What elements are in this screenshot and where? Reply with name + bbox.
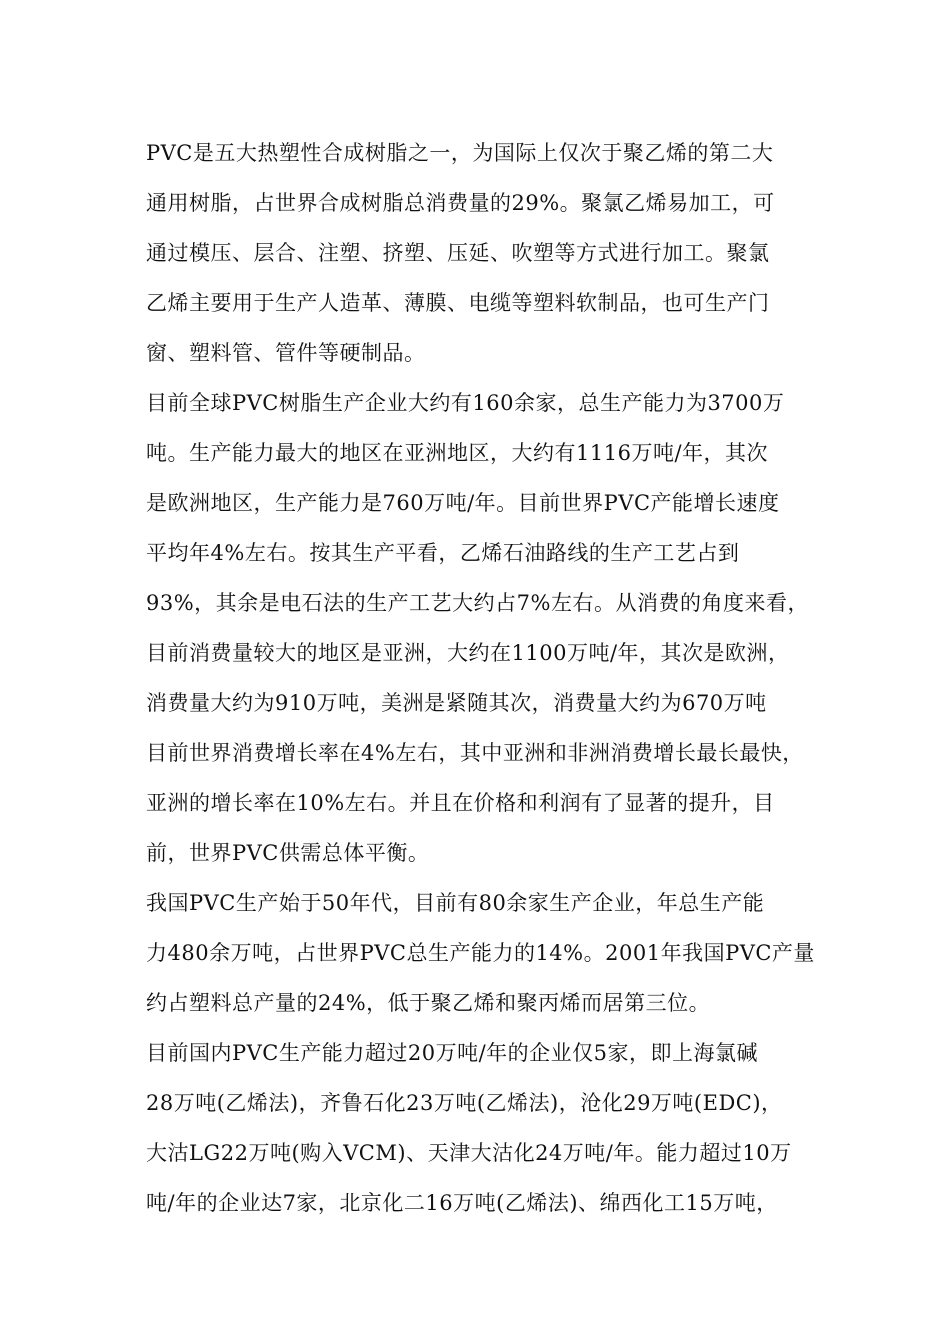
text-line: 吨/年的企业达7家，北京化二16万吨(乙烯法)、绵西化工15万吨， xyxy=(146,1191,778,1215)
text-line: 平均年4%左右。按其生产平看，乙烯石油路线的生产工艺占到 xyxy=(146,541,740,565)
text-line: PVC是五大热塑性合成树脂之一，为国际上仅次于聚乙烯的第二大 xyxy=(146,141,774,165)
text-line: 通过模压、层合、注塑、挤塑、压延、吹塑等方式进行加工。聚氯 xyxy=(146,241,770,265)
text-line: 通用树脂，占世界合成树脂总消费量的29%。聚氯乙烯易加工，可 xyxy=(146,191,775,215)
text-line: 目前世界消费增长率在4%左右，其中亚洲和非洲消费增长最长最快， xyxy=(146,741,804,765)
document-body xyxy=(146,128,826,1228)
text-line: 约占塑料总产量的24%，低于聚乙烯和聚丙烯而居第三位。 xyxy=(146,991,711,1015)
text-line: 是欧洲地区，生产能力是760万吨/年。目前世界PVC产能增长速度 xyxy=(146,491,780,515)
text-line: 28万吨(乙烯法)，齐鲁石化23万吨(乙烯法)，沧化29万吨(EDC)， xyxy=(146,1091,783,1115)
text-line: 力480余万吨，占世界PVC总生产能力的14%。2001年我国PVC产量 xyxy=(146,941,815,965)
text-line: 我国PVC生产始于50年代，目前有80余家生产企业，年总生产能 xyxy=(146,891,765,915)
text-line: 消费量大约为910万吨，美洲是紧随其次，消费量大约为670万吨 xyxy=(146,691,767,715)
text-line: 目前全球PVC树脂生产企业大约有160余家，总生产能力为3700万 xyxy=(146,391,785,415)
text-line: 大沽LG22万吨(购入VCM)、天津大沽化24万吨/年。能力超过10万 xyxy=(146,1141,792,1165)
text-line: 窗、塑料管、管件等硬制品。 xyxy=(146,341,426,365)
text-line: 前，世界PVC供需总体平衡。 xyxy=(146,841,430,865)
text-line: 93%，其余是电石法的生产工艺大约占7%左右。从消费的角度来看， xyxy=(146,591,809,615)
text-line: 目前消费量较大的地区是亚洲，大约在1100万吨/年，其次是欧洲， xyxy=(146,641,790,665)
text-line: 目前国内PVC生产能力超过20万吨/年的企业仅5家，即上海氯碱 xyxy=(146,1041,759,1065)
text-line: 亚洲的增长率在10%左右。并且在价格和利润有了显著的提升，目 xyxy=(146,791,775,815)
text-line: 乙烯主要用于生产人造革、薄膜、电缆等塑料软制品，也可生产门 xyxy=(146,291,770,315)
text-line: 吨。生产能力最大的地区在亚洲地区，大约有1116万吨/年，其次 xyxy=(146,441,769,465)
